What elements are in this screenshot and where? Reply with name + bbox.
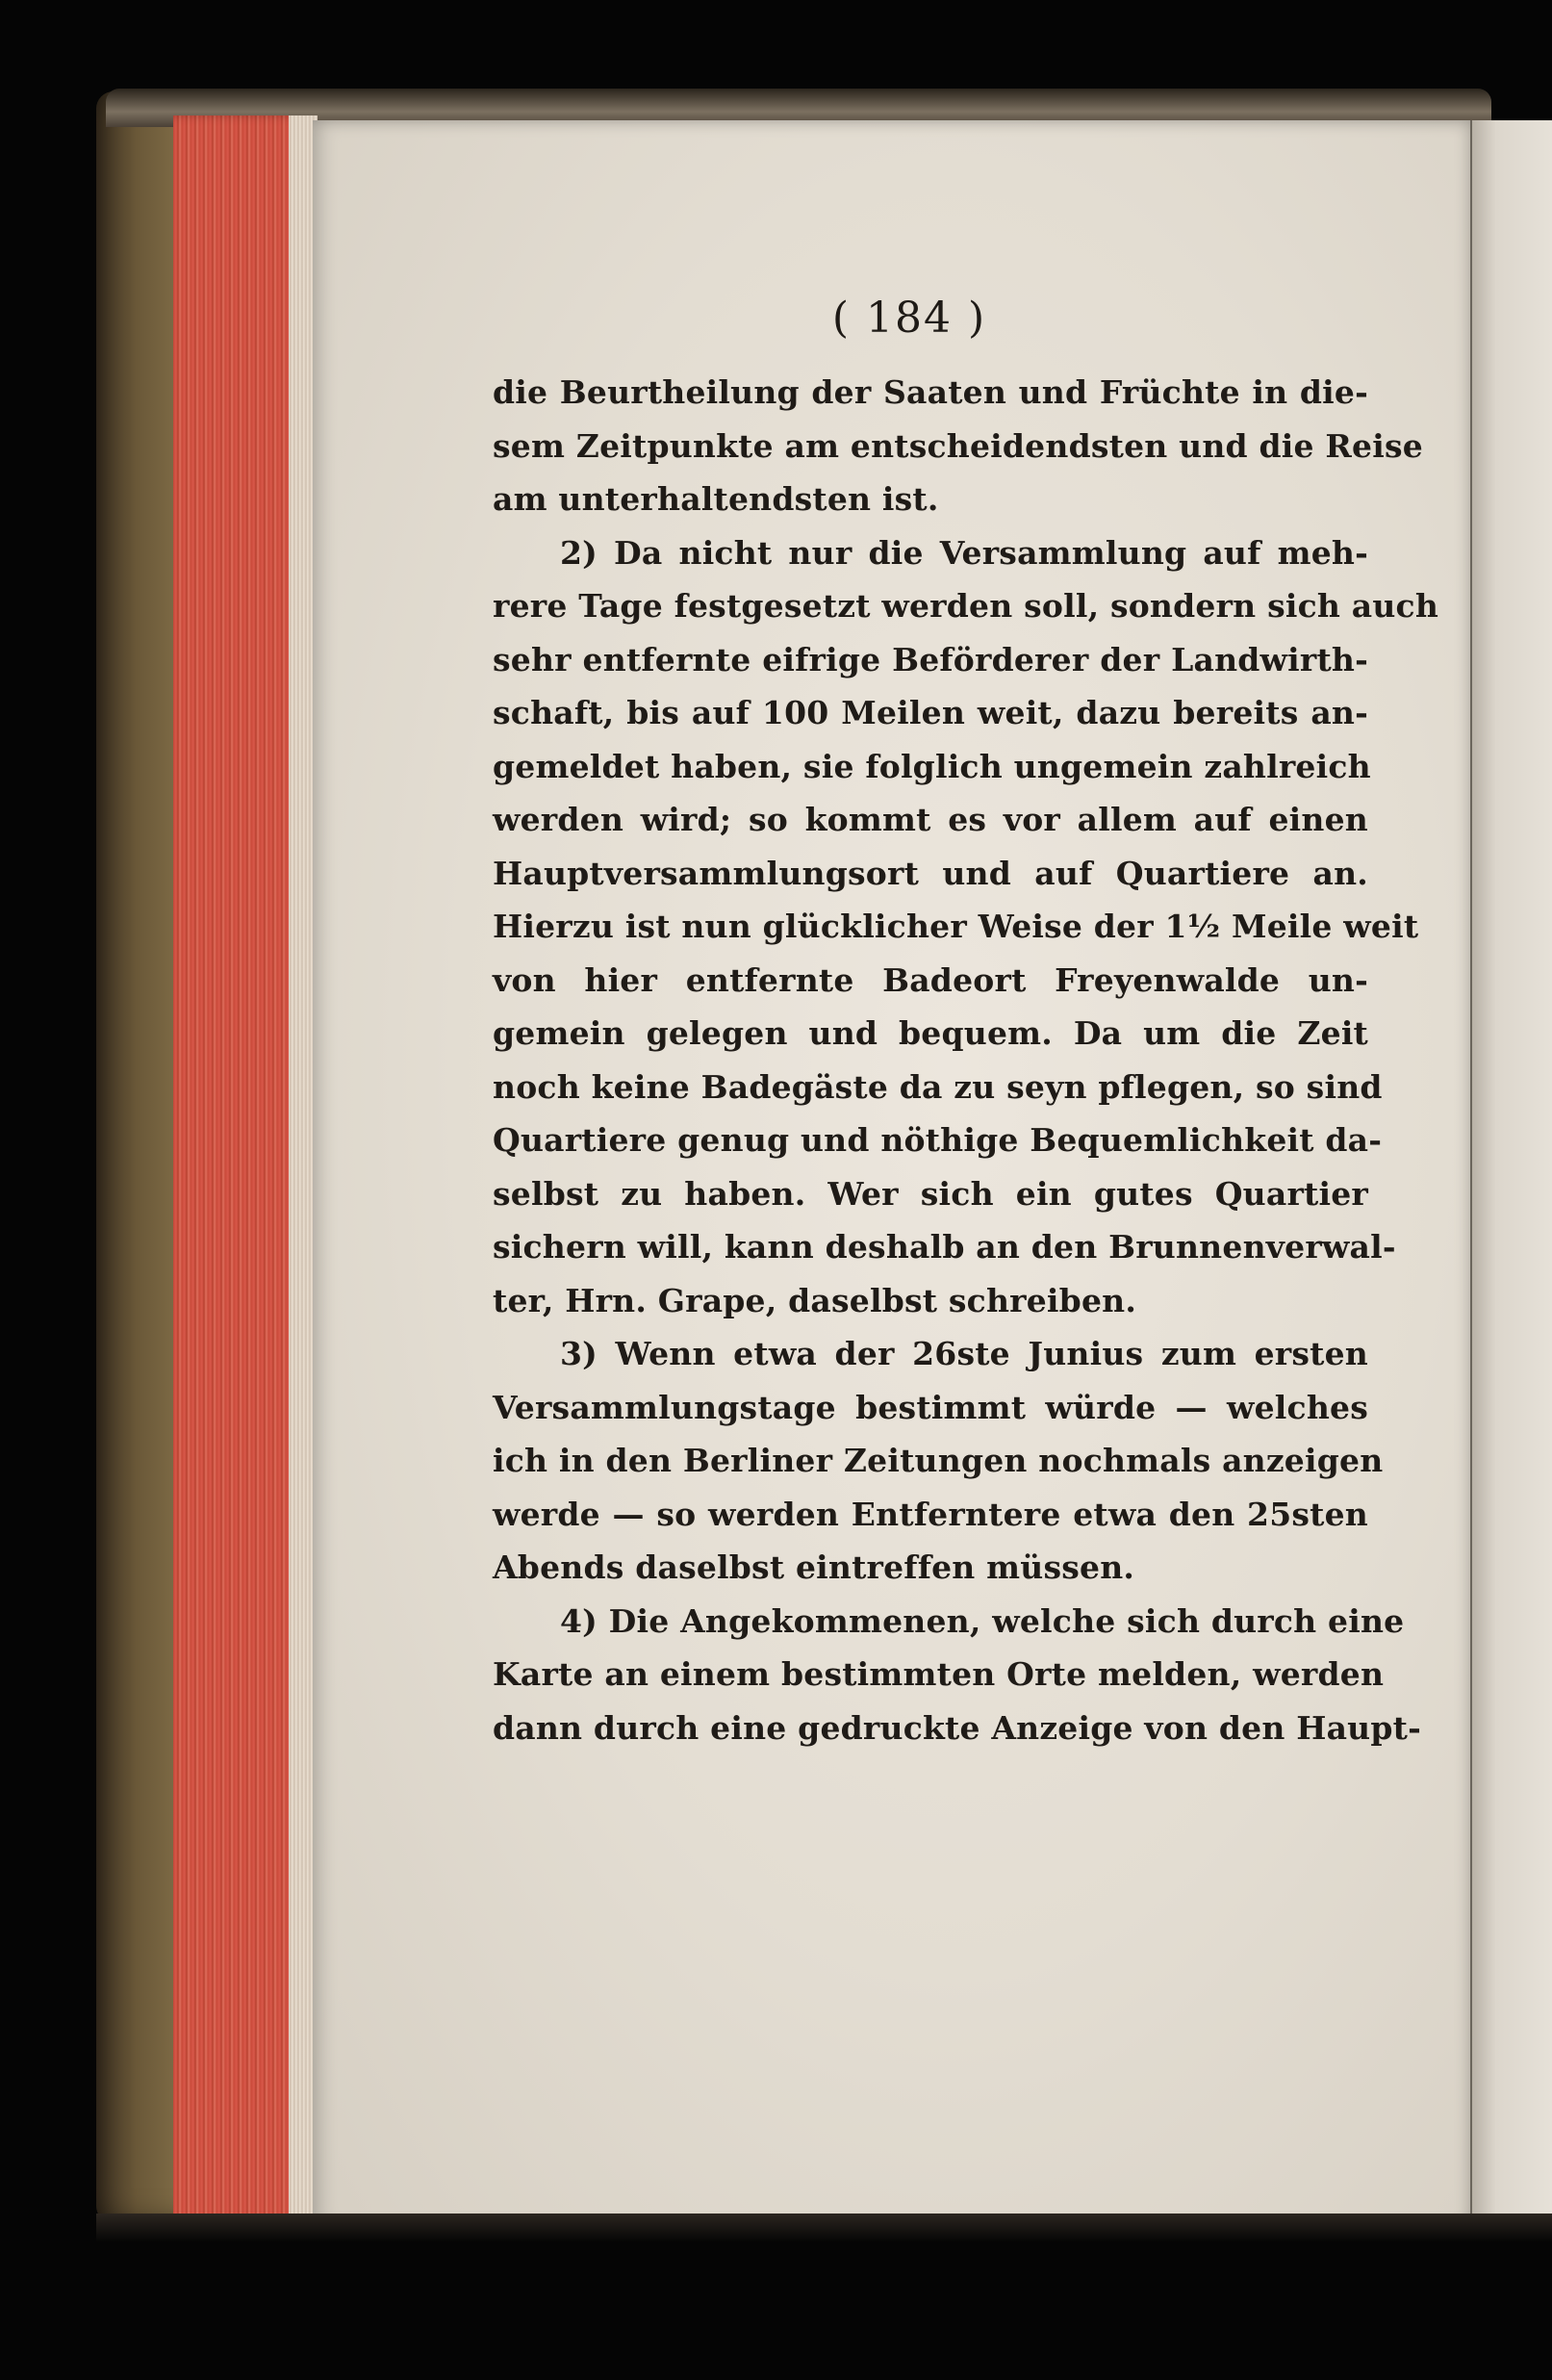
text-line: Karte an einem bestimmten Orte melden, werden	[493, 1655, 1385, 1693]
text-line: Hauptversammlungsort und auf Quartiere an.	[493, 854, 1368, 892]
text-line: rere Tage festgesetzt werden soll, sondern sich auch	[493, 587, 1439, 625]
text-line: ich in den Berliner Zeitungen nochmals anzeigen	[493, 1442, 1384, 1479]
text-line: werden wird; so kommt es vor allem auf einen	[493, 801, 1368, 838]
text-line: schaft, bis auf 100 Meilen weit, dazu bereits an-	[493, 694, 1368, 731]
text-line: Abends daselbst eintreffen müssen.	[493, 1548, 1135, 1586]
text-line: die Beurtheilung der Saaten und Früchte in die-	[493, 373, 1368, 411]
facing-page	[1472, 120, 1552, 2228]
page-text	[493, 366, 1439, 1754]
text-line: 2) Da nicht nur die Versammlung auf meh-	[560, 533, 1368, 572]
text-line: 4) Die Angekommenen, welche sich durch eine	[560, 1601, 1405, 1640]
text-line: werde — so werden Entferntere etwa den 25sten	[493, 1495, 1368, 1533]
text-line: sem Zeitpunkte am entscheidendsten und die Reise	[493, 426, 1423, 465]
text-line: Versammlungstage bestimmt würde — welches	[493, 1388, 1368, 1426]
page-number: ( 184 )	[831, 294, 987, 343]
text-line: am unterhaltendsten ist.	[493, 480, 939, 518]
text-line: ter, Hrn. Grape, daselbst schreiben.	[493, 1281, 1137, 1319]
text-line: von hier entfernte Badeort Freyenwalde un-	[493, 960, 1368, 999]
text-line: 3) Wenn etwa der 26ste Junius zum ersten	[560, 1335, 1368, 1372]
text-line: Quartiere genug und nöthige Bequemlichkeit da-	[493, 1121, 1383, 1159]
text-line: sehr entfernte eifrige Beförderer der Landwirth-	[493, 640, 1368, 678]
text-line: noch keine Badegäste da zu seyn pflegen, so sind	[493, 1067, 1383, 1106]
text-line: gemein gelegen und bequem. Da um die Zeit	[493, 1014, 1368, 1052]
text-line: gemeldet haben, sie folglich ungemein zahlreich	[493, 747, 1371, 785]
text-line: sichern will, kann deshalb an den Brunnenverwal-	[493, 1228, 1396, 1266]
text-line: selbst zu haben. Wer sich ein gutes Quartier	[493, 1174, 1368, 1213]
bottom-shadow	[96, 2214, 1552, 2242]
text-line: Hierzu ist nun glücklicher Weise der 1½ Meile weit	[493, 908, 1419, 945]
text-line: dann durch eine gedruckte Anzeige von den Haupt-	[493, 1708, 1421, 1747]
